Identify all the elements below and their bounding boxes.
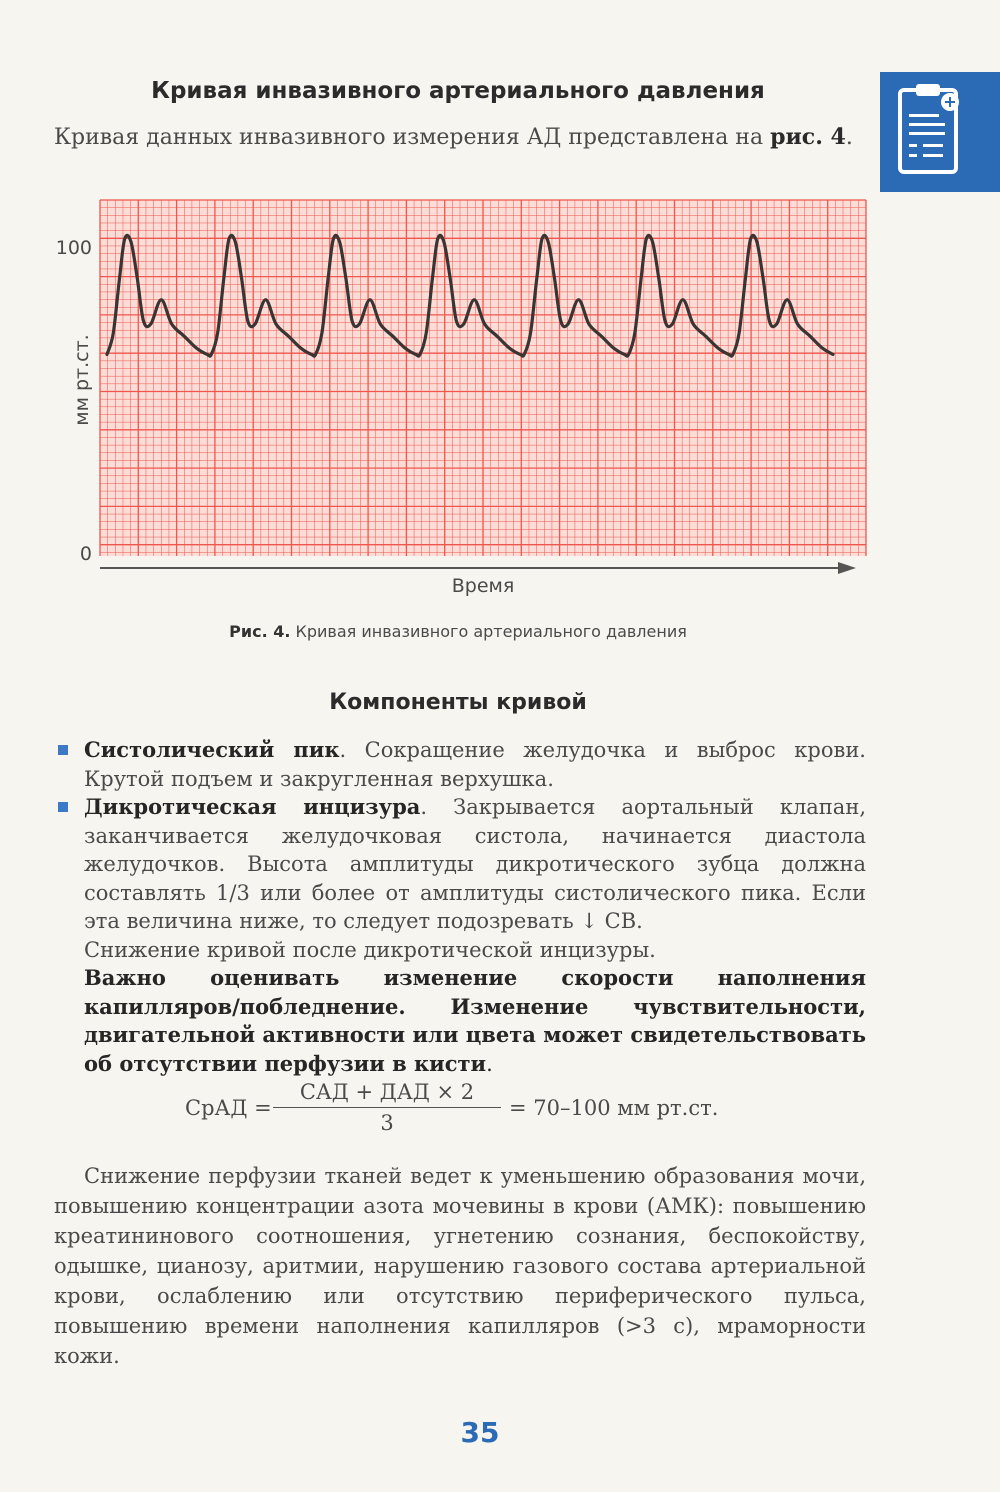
y-axis-label: мм рт.ст. xyxy=(71,334,93,426)
formula-denominator: 3 xyxy=(380,1111,394,1135)
important-text: Важно оценивать изменение скорости наполнения капилляров/побледнение. Изменение чувствительности, двигательной активности или цвета может свидетельствовать об отсутствии перфузии в кисти xyxy=(84,965,866,1076)
item-term: Систолический пик xyxy=(84,737,340,762)
formula-lhs: СрАД = xyxy=(185,1096,272,1120)
figure-label: Рис. 4. xyxy=(229,622,291,641)
components-list xyxy=(54,736,866,1078)
clipboard-icon xyxy=(880,72,1000,192)
section-title: Кривая инвазивного артериального давления xyxy=(151,78,765,104)
bullet-square-icon xyxy=(58,745,68,755)
pressure-chart xyxy=(0,190,900,610)
item-text: . Сокращение желудочка и выброс крови. Крутой подъем и закругленная верхушка. xyxy=(84,738,866,791)
formula-numerator: САД + ДАД × 2 xyxy=(273,1080,501,1108)
components-title: Компоненты кривой xyxy=(329,690,587,715)
x-axis-label: Время xyxy=(451,575,515,597)
intro-end: . xyxy=(845,125,853,150)
x-axis-arrowhead xyxy=(838,562,856,574)
y-tick-100: 100 xyxy=(55,237,92,259)
list-item xyxy=(54,736,866,793)
figure-caption-text: Кривая инвазивного артериального давления xyxy=(295,622,687,641)
intro-text: Кривая данных инвазивного измерения АД представлена на xyxy=(54,125,764,150)
bullet-square-icon xyxy=(58,802,68,812)
intro-paragraph xyxy=(54,122,866,153)
figure-reference: рис. 4 xyxy=(770,124,846,150)
important-end: . xyxy=(486,1051,493,1076)
formula-rhs: = 70–100 мм рт.ст. xyxy=(509,1096,719,1120)
item-text: . Закрывается аортальный клапан, заканчивается желудочковая систола, начинается диастола желудочков. Высота амплитуды дикротического зубца должна составлять 1/3 или более от амплитуды систолического пика. Если эта величина ниже, то следует подозревать ↓ СВ. xyxy=(84,795,866,933)
item-term: Дикротическая инцизура xyxy=(84,794,421,819)
final-paragraph: Снижение перфузии тканей ведет к уменьшению образования мочи, повышению концентрации азота мочевины в крови (АМК): повышению креатининового соотношения, угнетению сознания, беспокойству, одышке, цианозу, аритмии, нарушению газового состава артериальной крови, ослаблению или отсутствию периферического пульса, повышению времени наполнения капилляров (>3 с), мраморности кожи. xyxy=(54,1164,866,1368)
y-tick-0: 0 xyxy=(79,543,92,565)
list-item xyxy=(54,793,866,936)
side-tab xyxy=(880,72,1000,192)
figure-caption xyxy=(0,622,916,641)
formula-fraction xyxy=(273,1080,501,1135)
page-number: 35 xyxy=(460,1416,500,1449)
grid-major xyxy=(100,200,866,556)
note-paragraph: Снижение кривой после дикротической инцизуры. xyxy=(84,937,656,962)
important-paragraph xyxy=(54,964,866,1078)
